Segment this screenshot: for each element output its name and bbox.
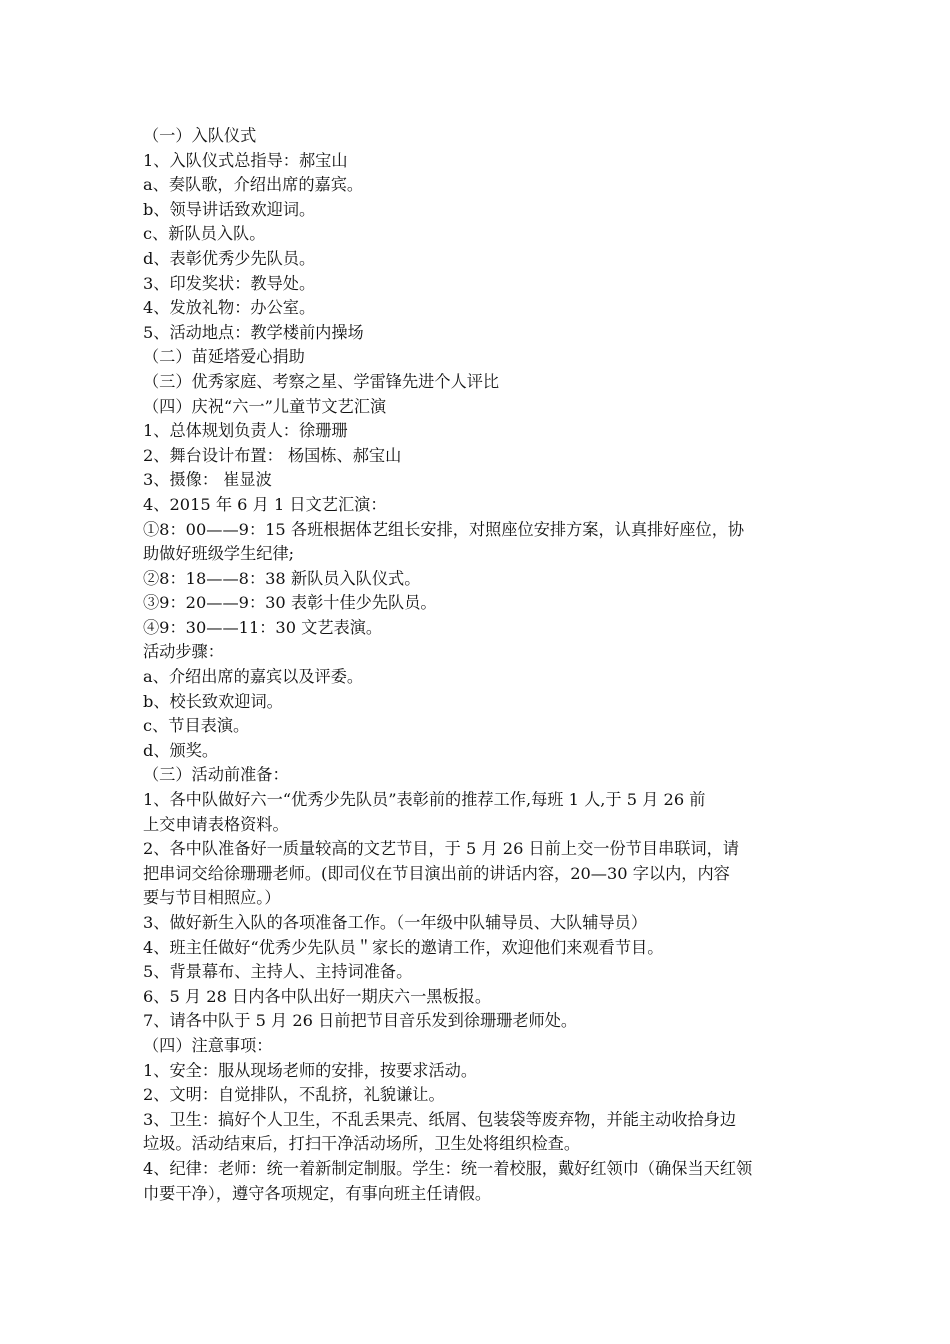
text-line: 要与节目相照应。）	[143, 888, 281, 908]
text-line: d、颁奖。	[143, 740, 219, 760]
text-line: 上交申请表格资料。	[143, 814, 289, 834]
text-line: 活动步骤：	[143, 642, 224, 662]
text-line: 1、总体规划负责人：徐珊珊	[143, 421, 348, 441]
text-line: 5、背景幕布、主持人、主持词准备。	[143, 962, 413, 982]
text-line: 1、入队仪式总指导：郝宝山	[143, 150, 348, 170]
section-heading-2: （二）苗延塔爱心捐助	[143, 347, 305, 367]
text-line: b、领导讲话致欢迎词。	[143, 199, 316, 219]
text-line: a、奏队歌，介绍出席的嘉宾。	[143, 175, 364, 195]
text-line: a、介绍出席的嘉宾以及评委。	[143, 667, 364, 687]
section-heading-3: （三）优秀家庭、考察之星、学雷锋先进个人评比	[143, 371, 500, 391]
section-heading-1: （一）入队仪式	[143, 126, 257, 145]
text-line: ③9：20——9：30 表彰十佳少先队员。	[143, 593, 437, 613]
text-line: 4、班主任做好“优秀少先队员＂家长的邀请工作，欢迎他们来观看节目。	[143, 937, 664, 957]
text-line: ②8：18——8：38 新队员入队仪式。	[143, 568, 421, 588]
text-line: 垃圾。活动结束后，打扫干净活动场所，卫生处将组织检查。	[143, 1134, 581, 1154]
section-heading-4: （四）庆祝“六一”儿童节文艺汇演	[143, 396, 387, 416]
text-line: 把串词交给徐珊珊老师。(即司仪在节目演出前的讲话内容，20—30 字以内，内容	[143, 863, 730, 883]
text-line: 3、做好新生入队的各项准备工作。（一年级中队辅导员、大队辅导员）	[143, 913, 648, 932]
text-line: 2、文明：自觉排队，不乱挤，礼貌谦让。	[143, 1085, 445, 1105]
text-line: 3、卫生：搞好个人卫生，不乱丢果壳、纸屑、包装袋等废弃物，并能主动收拾身边	[143, 1109, 737, 1129]
text-line: 4、纪律：老师：统一着新制定制服。学生：统一着校服，戴好红领巾（确保当天红领	[143, 1158, 753, 1178]
text-line: 6、5 月 28 日内各中队出好一期庆六一黑板报。	[143, 986, 492, 1006]
text-line: 3、摄像： 崔显波	[143, 470, 272, 490]
document-body	[143, 124, 813, 1206]
text-line: ①8：00——9：15 各班根据体艺组长安排，对照座位安排方案，认真排好座位，协	[143, 519, 745, 539]
section-heading-5: （三）活动前准备：	[143, 765, 289, 785]
text-line: 2、舞台设计布置： 杨国栋、郝宝山	[143, 445, 402, 465]
text-line: 7、请各中队于 5 月 26 日前把节目音乐发到徐珊珊老师处。	[143, 1011, 578, 1031]
text-line: 2、各中队准备好一质量较高的文艺节目，于 5 月 26 日前上交一份节目串联词，请	[143, 839, 739, 859]
text-line: b、校长致欢迎词。	[143, 691, 283, 711]
section-heading-6: （四）注意事项：	[143, 1035, 273, 1055]
text-line: c、节目表演。	[143, 716, 250, 736]
text-line: ④9：30——11：30 文艺表演。	[143, 617, 383, 637]
text-line: c、新队员入队。	[143, 224, 266, 244]
text-line: 1、各中队做好六一“优秀少先队员”表彰前的推荐工作,每班 1 人,于 5 月 26 前	[143, 790, 706, 810]
text-line: 4、2015 年 6 月 1 日文艺汇演：	[143, 494, 387, 514]
text-line: 3、印发奖状：教导处。	[143, 273, 316, 293]
text-line: 5、活动地点：教学楼前内操场	[143, 322, 364, 342]
text-line: 4、发放礼物：办公室。	[143, 298, 316, 318]
text-line: 1、安全：服从现场老师的安排，按要求活动。	[143, 1060, 478, 1080]
text-line: d、表彰优秀少先队员。	[143, 248, 316, 268]
text-line: 巾要干净），遵守各项规定，有事向班主任请假。	[143, 1183, 492, 1203]
text-line: 助做好班级学生纪律;	[143, 544, 295, 564]
